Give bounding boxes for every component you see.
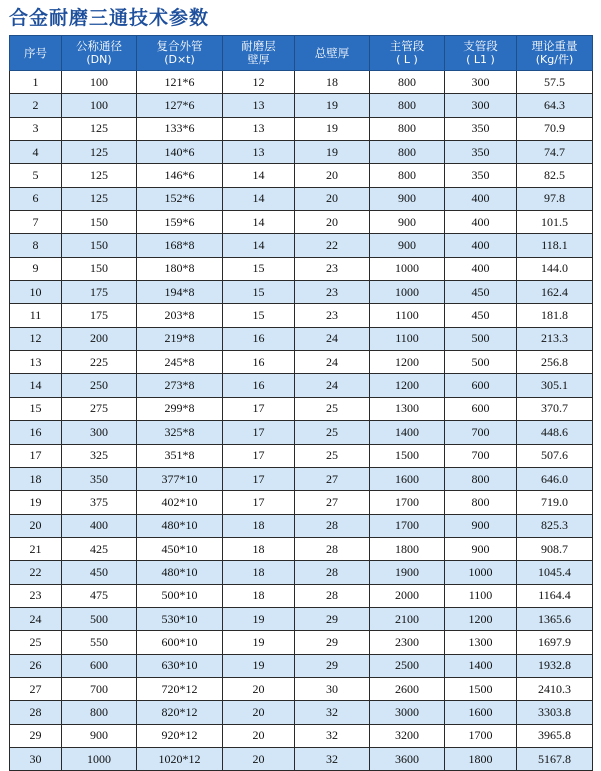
table-cell-col-branch-length: 500 [445, 327, 517, 350]
table-row [10, 724, 593, 747]
table-cell-col-theoretical-weight: 1164.4 [517, 584, 593, 607]
table-row [10, 747, 593, 770]
table-row [10, 187, 593, 210]
table-cell-col-theoretical-weight: 144.0 [517, 257, 593, 280]
table-cell-col-wear-layer-thickness: 18 [223, 584, 295, 607]
table-cell-col-branch-length: 800 [445, 467, 517, 490]
table-cell-col-outer-pipe: 480*10 [137, 561, 223, 584]
table-cell-col-main-length: 1100 [370, 327, 445, 350]
table-cell-col-outer-pipe: 530*10 [137, 607, 223, 630]
table-cell-col-index: 9 [10, 257, 62, 280]
table-cell-col-main-length: 800 [370, 141, 445, 164]
table-cell-col-outer-pipe: 146*6 [137, 164, 223, 187]
table-cell-col-outer-pipe: 325*8 [137, 421, 223, 444]
table-cell-col-index: 18 [10, 467, 62, 490]
table-cell-col-theoretical-weight: 82.5 [517, 164, 593, 187]
table-cell-col-theoretical-weight: 719.0 [517, 491, 593, 514]
table-cell-col-main-length: 800 [370, 164, 445, 187]
table-cell-col-total-wall-thickness: 18 [295, 71, 370, 94]
table-cell-col-index: 6 [10, 187, 62, 210]
col-total-wall-thickness-header [295, 36, 370, 71]
table-cell-col-branch-length: 300 [445, 94, 517, 117]
table-cell-col-theoretical-weight: 97.8 [517, 187, 593, 210]
table-cell-col-outer-pipe: 133*6 [137, 117, 223, 140]
table-body [10, 71, 593, 771]
table-cell-col-total-wall-thickness: 19 [295, 94, 370, 117]
table-cell-col-branch-length: 400 [445, 187, 517, 210]
table-cell-col-outer-pipe: 299*8 [137, 397, 223, 420]
col-main-length-header [370, 36, 445, 71]
table-cell-col-theoretical-weight: 646.0 [517, 467, 593, 490]
table-cell-col-outer-pipe: 920*12 [137, 724, 223, 747]
table-cell-col-theoretical-weight: 70.9 [517, 117, 593, 140]
table-cell-col-total-wall-thickness: 30 [295, 677, 370, 700]
table-header [10, 36, 593, 71]
table-cell-col-nominal-diameter: 900 [62, 724, 137, 747]
table-cell-col-branch-length: 350 [445, 117, 517, 140]
table-cell-col-wear-layer-thickness: 19 [223, 654, 295, 677]
table-cell-col-branch-length: 800 [445, 491, 517, 514]
table-cell-col-wear-layer-thickness: 14 [223, 234, 295, 257]
table-cell-col-index: 19 [10, 491, 62, 514]
table-cell-col-total-wall-thickness: 29 [295, 607, 370, 630]
table-cell-col-branch-length: 1800 [445, 747, 517, 770]
header-label: 耐磨层 [241, 39, 276, 53]
table-cell-col-nominal-diameter: 325 [62, 444, 137, 467]
table-cell-col-index: 12 [10, 327, 62, 350]
table-cell-col-branch-length: 1300 [445, 631, 517, 654]
header-row [10, 36, 593, 71]
table-cell-col-outer-pipe: 480*10 [137, 514, 223, 537]
header-sublabel: (DN) [86, 53, 112, 66]
table-cell-col-nominal-diameter: 225 [62, 351, 137, 374]
table-cell-col-total-wall-thickness: 23 [295, 257, 370, 280]
col-branch-length-header [445, 36, 517, 71]
header-label: 主管段 [389, 39, 425, 53]
table-cell-col-outer-pipe: 194*8 [137, 281, 223, 304]
table-cell-col-wear-layer-thickness: 16 [223, 327, 295, 350]
col-wear-layer-thickness-header [223, 36, 295, 71]
table-cell-col-wear-layer-thickness: 20 [223, 677, 295, 700]
table-cell-col-branch-length: 1700 [445, 724, 517, 747]
table-cell-col-nominal-diameter: 200 [62, 327, 137, 350]
table-cell-col-index: 13 [10, 351, 62, 374]
table-cell-col-wear-layer-thickness: 13 [223, 94, 295, 117]
table-cell-col-index: 10 [10, 281, 62, 304]
table-cell-col-branch-length: 600 [445, 374, 517, 397]
table-cell-col-branch-length: 900 [445, 537, 517, 560]
table-cell-col-branch-length: 400 [445, 211, 517, 234]
col-theoretical-weight-header [517, 36, 593, 71]
table-cell-col-total-wall-thickness: 28 [295, 561, 370, 584]
table-cell-col-nominal-diameter: 450 [62, 561, 137, 584]
table-cell-col-main-length: 1700 [370, 491, 445, 514]
table-cell-col-branch-length: 700 [445, 421, 517, 444]
table-row [10, 654, 593, 677]
table-cell-col-theoretical-weight: 181.8 [517, 304, 593, 327]
table-row [10, 257, 593, 280]
table-cell-col-nominal-diameter: 700 [62, 677, 137, 700]
table-row [10, 677, 593, 700]
table-cell-col-index: 11 [10, 304, 62, 327]
table-cell-col-main-length: 2300 [370, 631, 445, 654]
table-cell-col-total-wall-thickness: 25 [295, 444, 370, 467]
table-row [10, 537, 593, 560]
table-cell-col-theoretical-weight: 118.1 [517, 234, 593, 257]
table-cell-col-nominal-diameter: 275 [62, 397, 137, 420]
table-cell-col-index: 20 [10, 514, 62, 537]
table-cell-col-theoretical-weight: 101.5 [517, 211, 593, 234]
table-cell-col-nominal-diameter: 100 [62, 94, 137, 117]
table-row [10, 281, 593, 304]
table-cell-col-outer-pipe: 1020*12 [137, 747, 223, 770]
col-nominal-diameter-header [62, 36, 137, 71]
table-cell-col-main-length: 2100 [370, 607, 445, 630]
table-cell-col-main-length: 1000 [370, 257, 445, 280]
table-row [10, 397, 593, 420]
table-cell-col-main-length: 1300 [370, 397, 445, 420]
table-cell-col-theoretical-weight: 825.3 [517, 514, 593, 537]
table-cell-col-nominal-diameter: 375 [62, 491, 137, 514]
table-cell-col-wear-layer-thickness: 18 [223, 537, 295, 560]
table-cell-col-theoretical-weight: 507.6 [517, 444, 593, 467]
table-cell-col-wear-layer-thickness: 15 [223, 304, 295, 327]
table-cell-col-index: 23 [10, 584, 62, 607]
table-row [10, 141, 593, 164]
table-cell-col-wear-layer-thickness: 12 [223, 71, 295, 94]
table-cell-col-main-length: 1400 [370, 421, 445, 444]
table-cell-col-wear-layer-thickness: 20 [223, 747, 295, 770]
header-sublabel: (Kg/件) [535, 53, 574, 66]
table-cell-col-total-wall-thickness: 24 [295, 351, 370, 374]
header-label: 支管段 [463, 39, 498, 53]
table-cell-col-branch-length: 1100 [445, 584, 517, 607]
header-sublabel: ( L ) [396, 53, 418, 66]
table-cell-col-total-wall-thickness: 22 [295, 234, 370, 257]
table-cell-col-main-length: 1100 [370, 304, 445, 327]
table-cell-col-total-wall-thickness: 29 [295, 654, 370, 677]
table-cell-col-branch-length: 500 [445, 351, 517, 374]
table-cell-col-branch-length: 1400 [445, 654, 517, 677]
table-cell-col-index: 8 [10, 234, 62, 257]
table-cell-col-nominal-diameter: 150 [62, 257, 137, 280]
table-cell-col-nominal-diameter: 475 [62, 584, 137, 607]
table-cell-col-outer-pipe: 720*12 [137, 677, 223, 700]
table-cell-col-main-length: 1500 [370, 444, 445, 467]
table-cell-col-main-length: 1700 [370, 514, 445, 537]
table-cell-col-outer-pipe: 500*10 [137, 584, 223, 607]
table-cell-col-wear-layer-thickness: 13 [223, 141, 295, 164]
table-cell-col-theoretical-weight: 3965.8 [517, 724, 593, 747]
table-cell-col-total-wall-thickness: 32 [295, 747, 370, 770]
table-cell-col-total-wall-thickness: 27 [295, 491, 370, 514]
table-cell-col-theoretical-weight: 57.5 [517, 71, 593, 94]
table-cell-col-outer-pipe: 351*8 [137, 444, 223, 467]
table-cell-col-main-length: 1200 [370, 374, 445, 397]
table-cell-col-main-length: 800 [370, 94, 445, 117]
table-row [10, 701, 593, 724]
table-cell-col-nominal-diameter: 425 [62, 537, 137, 560]
table-cell-col-theoretical-weight: 305.1 [517, 374, 593, 397]
table-cell-col-total-wall-thickness: 20 [295, 164, 370, 187]
table-cell-col-nominal-diameter: 175 [62, 281, 137, 304]
table-cell-col-total-wall-thickness: 28 [295, 514, 370, 537]
table-cell-col-wear-layer-thickness: 14 [223, 164, 295, 187]
table-cell-col-nominal-diameter: 600 [62, 654, 137, 677]
table-cell-col-branch-length: 450 [445, 281, 517, 304]
table-cell-col-wear-layer-thickness: 14 [223, 211, 295, 234]
table-cell-col-wear-layer-thickness: 15 [223, 281, 295, 304]
table-cell-col-index: 26 [10, 654, 62, 677]
table-cell-col-nominal-diameter: 125 [62, 141, 137, 164]
table-cell-col-nominal-diameter: 1000 [62, 747, 137, 770]
table-cell-col-wear-layer-thickness: 18 [223, 514, 295, 537]
table-cell-col-outer-pipe: 140*6 [137, 141, 223, 164]
table-cell-col-main-length: 1200 [370, 351, 445, 374]
table-cell-col-index: 24 [10, 607, 62, 630]
table-cell-col-main-length: 3600 [370, 747, 445, 770]
table-cell-col-outer-pipe: 180*8 [137, 257, 223, 280]
table-cell-col-index: 29 [10, 724, 62, 747]
table-cell-col-index: 27 [10, 677, 62, 700]
table-cell-col-outer-pipe: 159*6 [137, 211, 223, 234]
header-sublabel: (D×t) [164, 53, 195, 66]
table-cell-col-wear-layer-thickness: 14 [223, 187, 295, 210]
table-cell-col-nominal-diameter: 125 [62, 164, 137, 187]
table-cell-col-nominal-diameter: 550 [62, 631, 137, 654]
table-cell-col-total-wall-thickness: 27 [295, 467, 370, 490]
header-sublabel: ( L1 ) [466, 53, 495, 66]
table-cell-col-total-wall-thickness: 29 [295, 631, 370, 654]
spec-table [9, 35, 593, 771]
table-cell-col-wear-layer-thickness: 19 [223, 631, 295, 654]
table-cell-col-wear-layer-thickness: 15 [223, 257, 295, 280]
table-cell-col-outer-pipe: 219*8 [137, 327, 223, 350]
page-title: 合金耐磨三通技术参数 [9, 7, 210, 29]
header-label: 理论重量 [531, 39, 578, 53]
table-cell-col-theoretical-weight: 213.3 [517, 327, 593, 350]
table-cell-col-index: 25 [10, 631, 62, 654]
table-row [10, 491, 593, 514]
table-row [10, 164, 593, 187]
table-cell-col-total-wall-thickness: 19 [295, 117, 370, 140]
table-cell-col-wear-layer-thickness: 20 [223, 724, 295, 747]
table-cell-col-branch-length: 600 [445, 397, 517, 420]
table-row [10, 304, 593, 327]
table-cell-col-wear-layer-thickness: 17 [223, 397, 295, 420]
table-cell-col-main-length: 1900 [370, 561, 445, 584]
table-cell-col-total-wall-thickness: 25 [295, 421, 370, 444]
table-cell-col-branch-length: 350 [445, 164, 517, 187]
table-cell-col-theoretical-weight: 2410.3 [517, 677, 593, 700]
table-cell-col-index: 15 [10, 397, 62, 420]
table-cell-col-index: 28 [10, 701, 62, 724]
table-cell-col-theoretical-weight: 3303.8 [517, 701, 593, 724]
header-label: 总壁厚 [314, 45, 350, 60]
table-cell-col-theoretical-weight: 5167.8 [517, 747, 593, 770]
table-cell-col-index: 2 [10, 94, 62, 117]
table-row [10, 467, 593, 490]
table-cell-col-theoretical-weight: 1697.9 [517, 631, 593, 654]
table-row [10, 327, 593, 350]
table-row [10, 584, 593, 607]
table-cell-col-theoretical-weight: 162.4 [517, 281, 593, 304]
col-outer-pipe-header [137, 36, 223, 71]
table-cell-col-total-wall-thickness: 32 [295, 724, 370, 747]
table-cell-col-main-length: 800 [370, 117, 445, 140]
table-row [10, 514, 593, 537]
table-cell-col-index: 22 [10, 561, 62, 584]
table-cell-col-outer-pipe: 121*6 [137, 71, 223, 94]
table-cell-col-theoretical-weight: 1365.6 [517, 607, 593, 630]
table-cell-col-total-wall-thickness: 19 [295, 141, 370, 164]
table-cell-col-outer-pipe: 402*10 [137, 491, 223, 514]
table-cell-col-index: 3 [10, 117, 62, 140]
table-cell-col-branch-length: 350 [445, 141, 517, 164]
table-cell-col-main-length: 2000 [370, 584, 445, 607]
table-cell-col-nominal-diameter: 500 [62, 607, 137, 630]
table-cell-col-nominal-diameter: 175 [62, 304, 137, 327]
header-label: 复合外管 [156, 39, 203, 53]
table-cell-col-branch-length: 450 [445, 304, 517, 327]
table-cell-col-index: 1 [10, 71, 62, 94]
table-row [10, 94, 593, 117]
table-cell-col-theoretical-weight: 1045.4 [517, 561, 593, 584]
table-cell-col-main-length: 3000 [370, 701, 445, 724]
table-cell-col-theoretical-weight: 1932.8 [517, 654, 593, 677]
table-cell-col-index: 4 [10, 141, 62, 164]
table-row [10, 374, 593, 397]
table-cell-col-index: 17 [10, 444, 62, 467]
table-cell-col-index: 16 [10, 421, 62, 444]
table-cell-col-branch-length: 1000 [445, 561, 517, 584]
table-row [10, 631, 593, 654]
table-cell-col-total-wall-thickness: 32 [295, 701, 370, 724]
table-cell-col-main-length: 900 [370, 187, 445, 210]
table-cell-col-index: 30 [10, 747, 62, 770]
table-row [10, 117, 593, 140]
table-cell-col-nominal-diameter: 250 [62, 374, 137, 397]
table-cell-col-nominal-diameter: 125 [62, 117, 137, 140]
table-cell-col-nominal-diameter: 150 [62, 234, 137, 257]
table-row [10, 444, 593, 467]
table-cell-col-branch-length: 300 [445, 71, 517, 94]
table-cell-col-outer-pipe: 245*8 [137, 351, 223, 374]
table-cell-col-nominal-diameter: 125 [62, 187, 137, 210]
table-cell-col-wear-layer-thickness: 16 [223, 351, 295, 374]
table-cell-col-main-length: 2500 [370, 654, 445, 677]
table-cell-col-branch-length: 400 [445, 257, 517, 280]
table-cell-col-nominal-diameter: 150 [62, 211, 137, 234]
table-cell-col-main-length: 900 [370, 234, 445, 257]
table-cell-col-total-wall-thickness: 20 [295, 211, 370, 234]
table-cell-col-wear-layer-thickness: 17 [223, 467, 295, 490]
table-cell-col-total-wall-thickness: 25 [295, 397, 370, 420]
table-cell-col-nominal-diameter: 300 [62, 421, 137, 444]
table-cell-col-branch-length: 1600 [445, 701, 517, 724]
table-cell-col-branch-length: 1200 [445, 607, 517, 630]
table-cell-col-nominal-diameter: 400 [62, 514, 137, 537]
table-cell-col-theoretical-weight: 370.7 [517, 397, 593, 420]
table-row [10, 211, 593, 234]
table-cell-col-wear-layer-thickness: 18 [223, 561, 295, 584]
table-cell-col-wear-layer-thickness: 13 [223, 117, 295, 140]
table-cell-col-outer-pipe: 630*10 [137, 654, 223, 677]
table-cell-col-total-wall-thickness: 28 [295, 584, 370, 607]
table-cell-col-total-wall-thickness: 24 [295, 374, 370, 397]
header-label: 序号 [24, 45, 47, 60]
table-row [10, 561, 593, 584]
table-row [10, 607, 593, 630]
table-cell-col-index: 14 [10, 374, 62, 397]
table-cell-col-outer-pipe: 152*6 [137, 187, 223, 210]
table-cell-col-theoretical-weight: 74.7 [517, 141, 593, 164]
table-row [10, 234, 593, 257]
table-cell-col-wear-layer-thickness: 17 [223, 421, 295, 444]
table-cell-col-main-length: 1800 [370, 537, 445, 560]
table-cell-col-wear-layer-thickness: 17 [223, 444, 295, 467]
table-cell-col-wear-layer-thickness: 17 [223, 491, 295, 514]
table-cell-col-total-wall-thickness: 23 [295, 281, 370, 304]
table-cell-col-nominal-diameter: 350 [62, 467, 137, 490]
table-cell-col-main-length: 900 [370, 211, 445, 234]
table-cell-col-index: 21 [10, 537, 62, 560]
table-cell-col-total-wall-thickness: 20 [295, 187, 370, 210]
table-row [10, 351, 593, 374]
col-index-header [10, 36, 62, 71]
table-cell-col-total-wall-thickness: 24 [295, 327, 370, 350]
table-cell-col-nominal-diameter: 800 [62, 701, 137, 724]
table-cell-col-wear-layer-thickness: 16 [223, 374, 295, 397]
table-row [10, 421, 593, 444]
table-cell-col-index: 7 [10, 211, 62, 234]
table-cell-col-main-length: 3200 [370, 724, 445, 747]
table-cell-col-outer-pipe: 127*6 [137, 94, 223, 117]
table-cell-col-outer-pipe: 820*12 [137, 701, 223, 724]
table-cell-col-total-wall-thickness: 23 [295, 304, 370, 327]
table-cell-col-theoretical-weight: 64.3 [517, 94, 593, 117]
table-cell-col-branch-length: 1500 [445, 677, 517, 700]
table-cell-col-main-length: 1600 [370, 467, 445, 490]
table-cell-col-main-length: 2600 [370, 677, 445, 700]
table-row [10, 71, 593, 94]
table-cell-col-outer-pipe: 450*10 [137, 537, 223, 560]
table-cell-col-theoretical-weight: 908.7 [517, 537, 593, 560]
table-cell-col-outer-pipe: 600*10 [137, 631, 223, 654]
table-cell-col-outer-pipe: 168*8 [137, 234, 223, 257]
table-cell-col-outer-pipe: 273*8 [137, 374, 223, 397]
table-cell-col-wear-layer-thickness: 20 [223, 701, 295, 724]
table-cell-col-main-length: 800 [370, 71, 445, 94]
table-cell-col-index: 5 [10, 164, 62, 187]
header-sublabel: 壁厚 [247, 53, 270, 66]
table-cell-col-theoretical-weight: 256.8 [517, 351, 593, 374]
table-cell-col-outer-pipe: 377*10 [137, 467, 223, 490]
table-cell-col-branch-length: 900 [445, 514, 517, 537]
table-cell-col-wear-layer-thickness: 19 [223, 607, 295, 630]
table-cell-col-outer-pipe: 203*8 [137, 304, 223, 327]
table-cell-col-branch-length: 400 [445, 234, 517, 257]
table-cell-col-total-wall-thickness: 28 [295, 537, 370, 560]
header-label: 公称通径 [76, 39, 122, 53]
table-cell-col-theoretical-weight: 448.6 [517, 421, 593, 444]
table-cell-col-branch-length: 700 [445, 444, 517, 467]
table-cell-col-main-length: 1000 [370, 281, 445, 304]
table-cell-col-nominal-diameter: 100 [62, 71, 137, 94]
